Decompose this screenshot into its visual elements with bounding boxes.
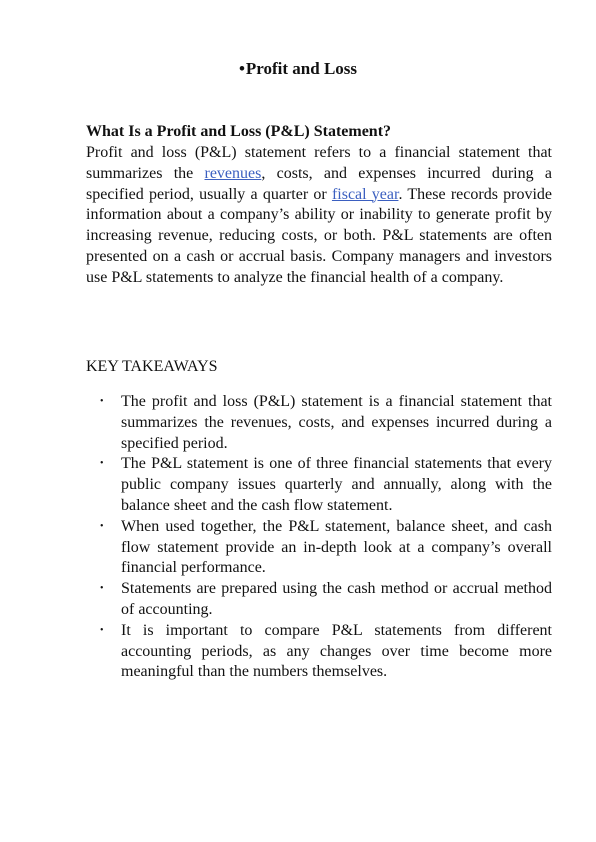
takeaway-item [96,517,552,579]
intro-text-part-3: . These records provide information about a company’s ability or inability to generate profit by increasing revenue, reducing costs, or both. P&L statements are often presented on a cash or accrual basis. Company managers and investors use P&L statements to analyze the financial health of a company. [86,185,553,286]
page-title-text: Profit and Loss [245,59,358,78]
takeaway-text: The P&L statement is one of three financial statements that every public company issues quarterly and annually, along with the balance sheet and the cash flow statement. [121,455,552,514]
bullet-icon: • [100,624,104,636]
key-takeaways-list [96,392,552,683]
takeaway-text: When used together, the P&L statement, balance sheet, and cash flow statement provide an in-depth look at a company’s overall financial performance. [121,517,552,577]
fiscal-year-link[interactable]: fiscal year [331,185,399,203]
bullet-icon: • [100,583,104,595]
intro-paragraph [86,143,552,289]
takeaway-item [96,454,552,516]
takeaway-item [96,621,552,683]
bullet-icon: • [100,458,104,470]
takeaway-text: Statements are prepared using the cash method or accrual method of accounting. [121,580,552,618]
intro-text-part-2: , costs, and expenses incurred during a specified period, usually a quarter or [86,164,552,203]
takeaway-text: It is important to compare P&L statements from different accounting periods, as any changes over time become more meaningful than the numbers themselves. [121,621,552,681]
bullet-icon: • [100,520,104,532]
title-bullet-icon: • [238,59,245,78]
section-heading: What Is a Profit and Loss (P&L) Statement? [86,123,392,140]
takeaway-text: The profit and loss (P&L) statement is a financial statement that summarizes the revenues, costs, and expenses incurred during a specified period. [121,393,552,452]
page-title [0,58,596,80]
bullet-icon: • [100,396,104,407]
takeaway-item [96,392,552,454]
revenues-link[interactable]: revenues [204,164,262,182]
intro-text-part-1: Profit and loss (P&L) statement refers to a financial statement that summarizes the [86,144,552,182]
key-takeaways-heading: KEY TAKEAWAYS [86,358,218,375]
takeaway-item [96,579,552,621]
